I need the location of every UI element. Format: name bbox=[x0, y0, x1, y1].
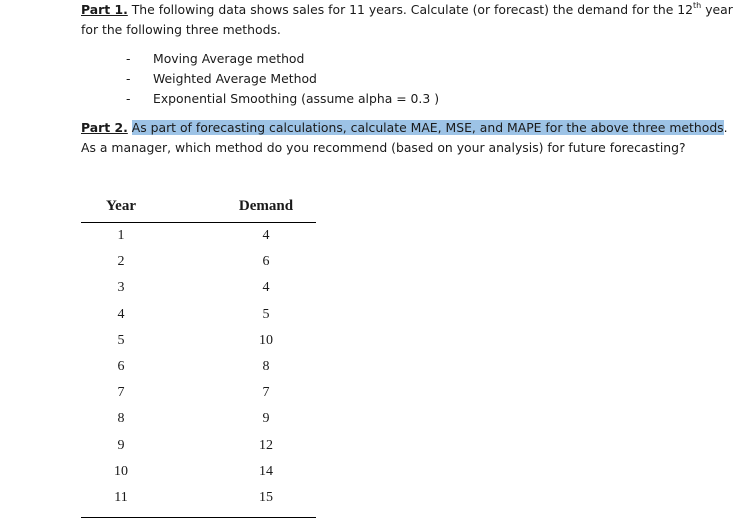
part2-highlighted-text[interactable]: As part of forecasting calculations, calculate MAE, MSE, and MAPE for the above three methods bbox=[131, 120, 724, 135]
year-cell: 11 bbox=[114, 489, 128, 505]
demand-cell: 4 bbox=[262, 280, 270, 296]
part1-line1 bbox=[81, 0, 733, 20]
part2-line1-end: . bbox=[723, 120, 728, 135]
table-row bbox=[81, 354, 316, 380]
year-cell: 8 bbox=[117, 411, 125, 427]
year-cell: 4 bbox=[117, 306, 125, 322]
demand-cell: 12 bbox=[259, 437, 273, 453]
year-cell: 7 bbox=[117, 385, 125, 401]
bullet-dash: - bbox=[126, 51, 131, 66]
table-row bbox=[81, 406, 316, 432]
table-body bbox=[81, 223, 316, 518]
method-item-weighted-average bbox=[126, 69, 439, 89]
demand-cell: 14 bbox=[259, 463, 273, 479]
part2-line2: As a manager, which method do you recommend (based on your analysis) for future forecasting? bbox=[81, 140, 686, 155]
part2-paragraph bbox=[81, 118, 728, 158]
table-row bbox=[81, 223, 316, 249]
method-item-exponential-smoothing bbox=[126, 89, 439, 109]
demand-cell: 5 bbox=[262, 306, 270, 322]
bullet-dash: - bbox=[126, 71, 131, 86]
year-header: Year bbox=[106, 198, 136, 214]
year-cell: 6 bbox=[117, 358, 125, 374]
year-cell: 9 bbox=[117, 437, 125, 453]
part1-line1-text: The following data shows sales for 11 years. Calculate (or forecast) the demand for the 12 bbox=[127, 2, 694, 17]
table-row bbox=[81, 485, 316, 511]
method-label: Moving Average method bbox=[153, 51, 305, 66]
part1-line1-end: year bbox=[701, 2, 733, 17]
year-cell: 10 bbox=[114, 463, 128, 479]
sales-table bbox=[81, 195, 316, 518]
year-cell: 2 bbox=[117, 254, 125, 270]
year-cell: 3 bbox=[117, 280, 125, 296]
method-label: Weighted Average Method bbox=[153, 71, 317, 86]
table-row bbox=[81, 459, 316, 485]
method-item-moving-average bbox=[126, 49, 439, 69]
demand-cell: 15 bbox=[259, 489, 273, 505]
table-row bbox=[81, 275, 316, 301]
year-cell: 1 bbox=[117, 228, 125, 243]
method-label: Exponential Smoothing (assume alpha = 0.3 ) bbox=[153, 91, 440, 106]
demand-cell: 7 bbox=[262, 385, 270, 401]
part2-line1 bbox=[81, 118, 728, 138]
part1-label: Part 1. bbox=[81, 2, 128, 17]
table-row bbox=[81, 302, 316, 328]
demand-cell: 6 bbox=[262, 254, 270, 270]
demand-cell: 4 bbox=[262, 228, 270, 243]
demand-header: Demand bbox=[238, 198, 294, 214]
part1-line2: for the following three methods. bbox=[81, 22, 281, 37]
part1-superscript: th bbox=[693, 0, 702, 10]
part1-paragraph bbox=[81, 0, 733, 40]
table-header bbox=[81, 195, 316, 223]
demand-cell: 8 bbox=[262, 358, 270, 374]
year-cell: 5 bbox=[117, 332, 125, 348]
bullet-dash: - bbox=[126, 91, 131, 106]
methods-list bbox=[126, 49, 439, 109]
table-row bbox=[81, 380, 316, 406]
part2-label: Part 2. bbox=[81, 120, 128, 135]
demand-cell: 9 bbox=[262, 411, 270, 427]
table-row bbox=[81, 433, 316, 459]
demand-cell: 10 bbox=[259, 332, 273, 348]
table-row bbox=[81, 249, 316, 275]
table-row bbox=[81, 328, 316, 354]
